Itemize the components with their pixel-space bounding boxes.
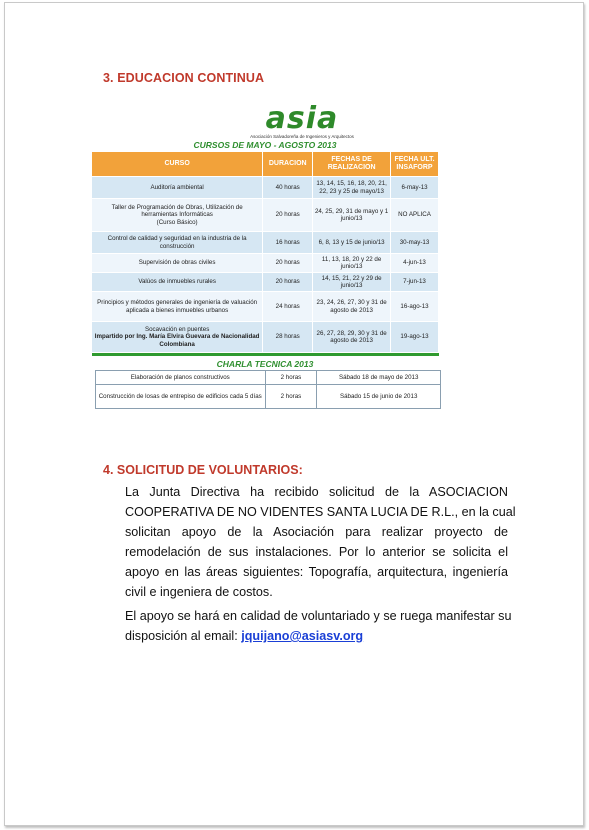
asia-logo: [237, 101, 367, 139]
talk-topic: Elaboración de planos constructivos: [96, 371, 266, 385]
talks-table: [95, 370, 441, 409]
courses-table: [91, 151, 439, 356]
section-4-heading: 4. SOLICITUD DE VOLUNTARIOS:: [103, 463, 303, 477]
course-name: Auditoría ambiental: [92, 177, 263, 199]
course-duration: 28 horas: [263, 322, 313, 353]
course-name: [92, 322, 263, 353]
course-duration: 24 horas: [263, 292, 313, 322]
table-row: [92, 273, 439, 292]
table-row: [96, 371, 441, 385]
course-name: [92, 199, 263, 232]
course-dates: 6, 8, 13 y 15 de junio/13: [313, 232, 391, 254]
course-duration: 20 horas: [263, 254, 313, 273]
course-insaforp: 30-may-13: [391, 232, 439, 254]
talk-topic: Construcción de losas de entrepiso de edificios cada 5 días: [96, 385, 266, 409]
course-insaforp: 7-jun-13: [391, 273, 439, 292]
table-row: [92, 322, 439, 353]
course-name: Valúos de inmuebles rurales: [92, 273, 263, 292]
paragraph-line: [125, 626, 508, 646]
course-dates: 14, 15, 21, 22 y 29 de junio/13: [313, 273, 391, 292]
table-row: [92, 292, 439, 322]
course-name: Principios y métodos generales de ingeniería de valuación aplicada a bienes inmuebles urbanos: [92, 292, 263, 322]
courses-table-title: CURSOS DE MAYO - AGOSTO 2013: [193, 140, 337, 150]
course-insaforp: 4-jun-13: [391, 254, 439, 273]
paragraph-line: remodelación de sus instalaciones. Por lo anterior se solicita el: [125, 545, 508, 559]
table-row: [92, 254, 439, 273]
document-page: [4, 2, 584, 826]
course-duration: 40 horas: [263, 177, 313, 199]
course-dates: 24, 25, 29, 31 de mayo y 1 junio/13: [313, 199, 391, 232]
logo-wordmark: asia: [265, 101, 339, 136]
course-insaforp: NO APLICA: [391, 199, 439, 232]
paragraph-line: apoyo en las áreas siguientes: Topografía, arquitectura, ingeniería: [125, 565, 508, 579]
paragraph-line: solicitan apoyo de la Asociación para realizar proyecto de: [125, 525, 508, 539]
talk-date: Sábado 18 de mayo de 2013: [317, 371, 441, 385]
talk-duration: 2 horas: [265, 385, 317, 409]
course-duration: 20 horas: [263, 199, 313, 232]
header-fechas: FECHAS DE REALIZACION: [313, 152, 391, 177]
course-name-line: Taller de Programación de Obras, Utilización de herramientas Informáticas: [111, 204, 243, 219]
course-duration: 20 horas: [263, 273, 313, 292]
course-name: Control de calidad y seguridad en la industria de la construcción: [92, 232, 263, 254]
course-name: Supervisión de obras civiles: [92, 254, 263, 273]
contact-paragraph: [125, 606, 512, 646]
paragraph-line: civil e ingeniera de costos.: [125, 585, 273, 599]
course-dates: 26, 27, 28, 29, 30 y 31 de agosto de 2013: [313, 322, 391, 353]
talks-table-title: CHARLA TECNICA 2013: [216, 359, 314, 369]
course-dates: 23, 24, 26, 27, 30 y 31 de agosto de 2013: [313, 292, 391, 322]
course-insaforp: 19-ago-13: [391, 322, 439, 353]
course-dates: 11, 13, 18, 20 y 22 de junio/13: [313, 254, 391, 273]
email-prefix: disposición al email:: [125, 629, 242, 643]
course-name-line: Socavación en puentes: [144, 326, 210, 334]
table-row: [96, 385, 441, 409]
email-link[interactable]: jquijano@asiasv.org: [241, 629, 364, 643]
header-curso: CURSO: [92, 152, 263, 177]
table-row: [92, 232, 439, 254]
table-row: [92, 177, 439, 199]
course-name-line: (Curso Básico): [156, 218, 198, 226]
talk-date: Sábado 15 de junio de 2013: [317, 385, 441, 409]
course-instructor: Impartido por Ing. María Elvira Guevara de Nacionalidad Colombiana: [94, 333, 260, 348]
course-insaforp: 16-ago-13: [391, 292, 439, 322]
table-footer-bar: [92, 353, 439, 357]
talk-duration: 2 horas: [265, 371, 317, 385]
paragraph-line: La Junta Directiva ha recibido solicitud de la ASOCIACION: [125, 485, 508, 499]
paragraph-line: COOPERATIVA DE NO VIDENTES SANTA LUCIA DE R.L., en la cual: [125, 505, 516, 519]
course-duration: 16 horas: [263, 232, 313, 254]
table-row: [92, 199, 439, 232]
course-dates: 13, 14, 15, 16, 18, 20, 21, 22, 23 y 25 de mayo/13: [313, 177, 391, 199]
logo-subtitle: Asociación Salvadoreña de Ingenieros y Arquitectos: [250, 134, 354, 139]
paragraph-line: El apoyo se hará en calidad de voluntariado y se ruega manifestar su: [125, 609, 512, 623]
header-duracion: DURACION: [263, 152, 313, 177]
section-3-heading: 3. EDUCACION CONTINUA: [103, 71, 265, 85]
course-insaforp: 6-may-13: [391, 177, 439, 199]
volunteers-paragraph: [125, 482, 516, 602]
header-insaforp: FECHA ULT. INSAFORP: [391, 152, 439, 177]
